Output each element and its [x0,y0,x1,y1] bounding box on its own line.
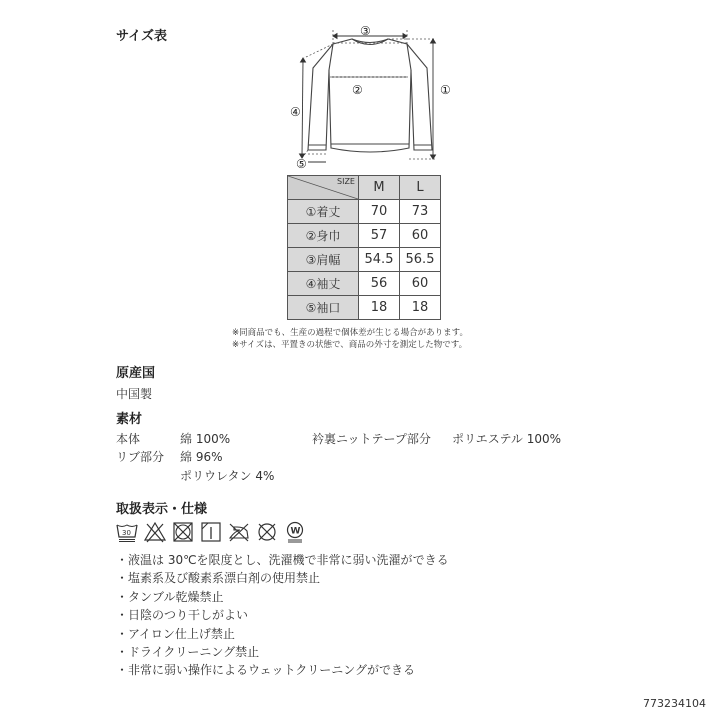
no-iron-icon [228,521,250,543]
care-item: ・ドライクリーニング禁止 [116,644,260,659]
care-list [116,551,449,680]
table-cell: 56.5 [400,248,441,272]
table-cell: 60 [400,224,441,248]
material-heading: 素材 [116,412,143,427]
row-label: ③肩幅 [288,248,359,272]
care-item: ・塩素系及び酸素系漂白剤の使用禁止 [116,571,321,586]
row-label: ⑤袖口 [288,296,359,320]
table-row [288,224,441,248]
material-body-label: 本体 [116,432,141,446]
product-code: 773234104 [643,697,706,710]
material-collar-label: 衿裏ニットテープ部分 [312,432,431,446]
marker-2: ② [352,83,363,97]
size-corner-cell [288,176,359,200]
row-label: ②身巾 [288,224,359,248]
care-item: ・液温は 30℃を限度とし、洗濯機で非常に弱い洗濯ができる [116,553,449,567]
size-corner-label: SIZE [337,177,355,186]
no-tumble-dry-icon [172,521,194,543]
material-rib-label: リブ部分 [116,450,165,464]
wash-30-gentle-icon [116,521,138,543]
table-cell: 57 [359,224,400,248]
row-label: ①着丈 [288,200,359,224]
marker-4: ④ [290,105,301,119]
size-notes [232,327,468,351]
origin-value: 中国製 [116,387,153,401]
care-icons [116,521,306,543]
wet-clean-letter: W [290,526,301,537]
marker-1: ① [440,83,451,97]
care-item: ・非常に弱い操作によるウェットクリーニングができる [116,663,416,678]
table-cell: 70 [359,200,400,224]
care-item: ・アイロン仕上げ禁止 [116,626,235,641]
no-dry-clean-icon [256,521,278,543]
origin-heading: 原産国 [116,366,156,381]
table-cell: 18 [400,296,441,320]
size-column-l: L [400,176,441,200]
table-cell: 56 [359,272,400,296]
material-collar-value: ポリエステル 100% [452,432,562,446]
care-item: ・タンブル乾燥禁止 [116,589,224,604]
marker-3: ③ [360,24,371,38]
line-dry-shade-icon [200,521,222,543]
material-rib-value-2: ポリウレタン 4% [180,469,275,483]
table-cell: 73 [400,200,441,224]
marker-5: ⑤ [296,157,307,171]
table-cell: 60 [400,272,441,296]
row-label: ④袖丈 [288,272,359,296]
table-row [288,296,441,320]
wet-clean-gentle-icon [284,521,306,543]
size-table [287,175,441,320]
table-row [288,272,441,296]
note-line: ※同商品でも、生産の過程で個体差が生じる場合があります。 [232,328,468,338]
page-title: サイズ表 [116,29,167,44]
table-row [288,200,441,224]
table-cell: 18 [359,296,400,320]
note-line: ※サイズは、平置きの状態で、商品の外寸を測定した物です。 [232,340,468,350]
size-table-header-row [288,176,441,200]
garment-diagram [288,22,458,172]
table-cell: 54.5 [359,248,400,272]
material-body-value: 綿 100% [180,432,231,446]
care-item: ・日陰のつり干しがよい [116,608,249,623]
size-column-m: M [359,176,400,200]
wash-temp-label: 30 [122,529,131,537]
table-row [288,248,441,272]
material-rib-value-1: 綿 96% [180,450,223,464]
care-heading: 取扱表示・仕様 [116,502,208,517]
no-bleach-icon [144,521,166,543]
